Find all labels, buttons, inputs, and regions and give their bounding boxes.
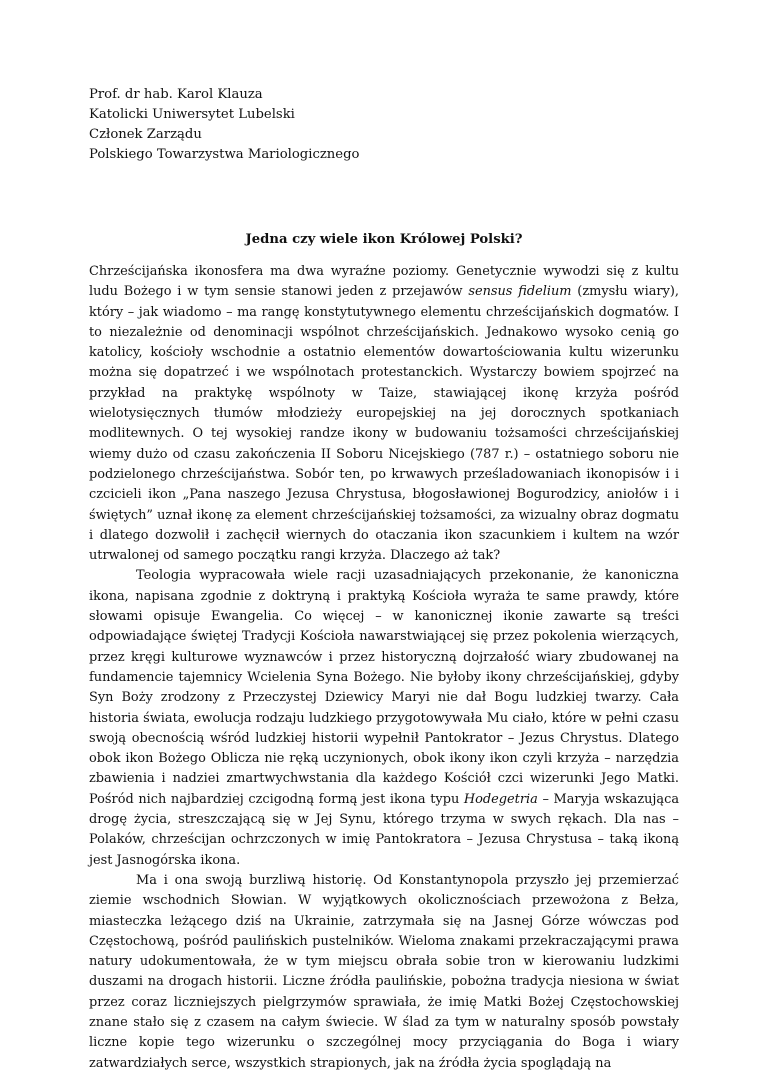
author-name: Prof. dr hab. Karol Klauza: [89, 87, 263, 102]
author-block: [89, 85, 689, 165]
author-university: Katolicki Uniwersytet Lubelski: [89, 107, 295, 122]
paragraph-2: [89, 566, 679, 870]
paragraph-3: [89, 871, 679, 1074]
document-title: Jedna czy wiele ikon Królowej Polski?: [245, 232, 523, 247]
paragraph-emphasis: sensus fidelium: [468, 284, 572, 300]
paragraph-text: (zmysłu wiary), który – jak wiadomo – ma rangę konstytutywnego elementu chrześcijańskich dogmatów. I to niezależnie od denominacji wspólnot chrześcijańskich. Jednakowo wysoko cenią go katolicy, kościoły wschodnie a ostatnio elementów dowartościowania kultu wizerunku można się dopatrzeć i we wspólnotach protestanckich. Wystarczy bowiem spojrzeć na przykład na praktykę wspólnoty w Taize, stawiającej ikonę krzyża pośród wielotysięcznych tłumów młodzieży europejskiej na jej dorocznych spotkaniach modlitewnych. O tej wysokiej randze ikony w budowaniu tożsamości chrześcijańskiej wiemy dużo od czasu zakończenia II Soboru Nicejskiego (787 r.) – ostatniego soboru nie podzielonego chrześcijaństwa. Sobór ten, po krwawych prześladowaniach ikonopisów i i czcicieli ikon „Pana naszego Jezusa Chrystusa, błogosławionej Bogurodzicy, aniołów i i świętych” uznał ikonę za element chrześcijańskiej tożsamości, za wizualny obraz dogmatu i dlatego dozwolił i zachęcił wiernych do otaczania ikon szacunkiem i kultem na wzór utrwalonej od samego początku rangi krzyża. Dlaczego aż tak?: [89, 284, 679, 564]
paragraph-text: Chrześcijańska ikonosfera ma dwa wyraźne poziomy. Genetycznie wywodzi się z kultu ludu Bożego i w tym sensie stanowi jeden z przejawów: [89, 264, 679, 300]
document-body: [89, 262, 679, 1074]
paragraph-1: [89, 262, 679, 566]
paragraph-text: Teologia wypracowała wiele racji uzasadniających przekonanie, że kanoniczna ikona, napisana zgodnie z doktryną i praktyką Kościoła wyraża te same prawdy, które słowami opisuje Ewangelia. Co więcej – w kanonicznej ikonie zawarte są treści odpowiadające świętej Tradycji Kościoła nawarstwiającej się przez pokolenia wierzących, przez kręgi kulturowe wyznawców i przez historyczną dojrzałość wiary zbudowanej na fundamencie tajemnicy Wcielenia Syna Bożego. Nie byłoby ikony chrześcijańskiej, gdyby Syn Boży zrodzony z Przeczystej Dziewicy Maryi nie dał Bogu ludzkiej twarzy. Cała historia świata, ewolucja rodzaju ludzkiego przygotowywała Mu ciało, które w pełni czasu swoją obecnością wśród ludzkiej historii wypełnił Pantokrator – Jezus Chrystus. Dlatego obok ikon Bożego Oblicza nie ręką uczynionych, obok ikony ikon czyli krzyża – narzędzia zbawienia i nadziei zmartwychwstania dla każdego Kościół czci wizerunki Jego Matki. Pośród nich najbardziej czcigodną formą jest ikona typu: [89, 568, 679, 807]
paragraph-text: Ma i ona swoją burzliwą historię. Od Konstantynopola przyszło jej przemierzać ziemie wschodnich Słowian. W wyjątkowych okolicznościach przewożona z Bełza, miasteczka leżącego dziś na Ukrainie, zatrzymała się na Jasnej Górze wówczas pod Częstochową, pośród paulińskich pustelników. Wieloma znakami przekraczającymi prawa natury udokumentowała, że w tym miejscu obrała sobie tron w kierowaniu ludzkimi duszami na drogach historii. Liczne źródła paulińskie, pobożna tradycja niesiona w świat przez coraz liczniejszych pielgrzymów sprawiała, że imię Matki Bożej Częstochowskiej znane stało się z czasem na całym świecie. W ślad za tym w naturalny sposób powstały liczne kopie tego wizerunku o szczególnej mocy przyciągania do Boga i wiary zatwardziałych serce, wszystkich strapionych, jak na źródła życia spoglądają na: [89, 872, 679, 1071]
author-role: Członek Zarządu: [89, 127, 202, 142]
author-society: Polskiego Towarzystwa Mariologicznego: [89, 147, 360, 162]
paragraph-text: – Maryja wskazująca drogę życia, streszczającą się w Jej Synu, którego trzyma w swych rękach. Dla nas – Polaków, chrześcijan ochrzczonych w imię Pantokratora – Jezusa Chrystusa – taką ikoną jest Jasnogórska ikona.: [89, 791, 680, 868]
paragraph-emphasis: Hodegetria: [463, 791, 538, 807]
